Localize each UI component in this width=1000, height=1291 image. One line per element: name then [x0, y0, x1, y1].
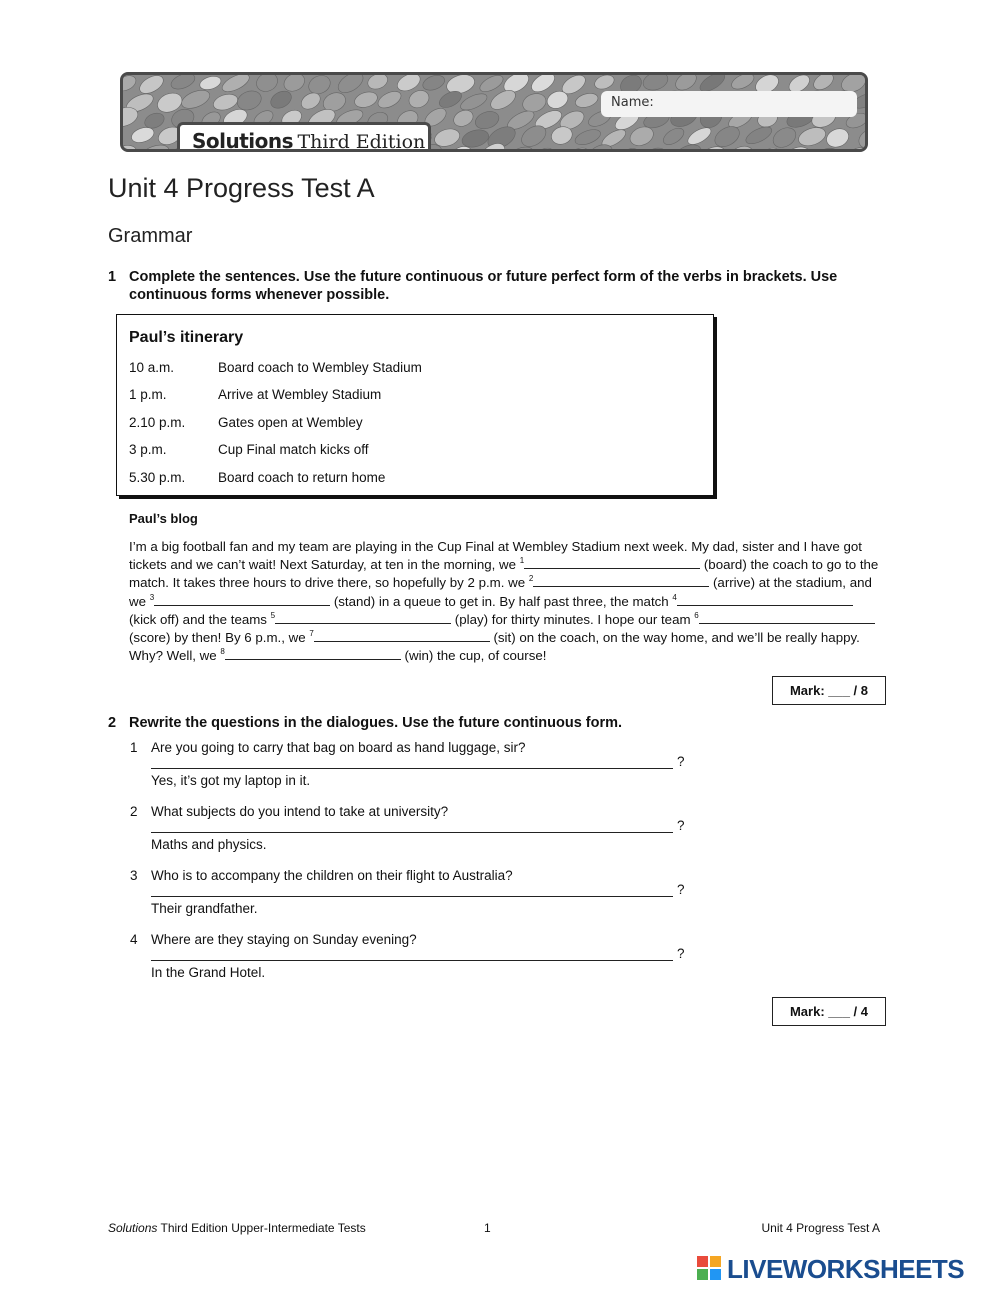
answer-line[interactable]: [151, 960, 673, 961]
item-question: Who is to accompany the children on their flight to Australia?: [151, 868, 513, 883]
itinerary-time: 1 p.m.: [129, 387, 167, 402]
brand-name: Solutions: [192, 129, 294, 152]
blog-text: [129, 538, 881, 665]
itinerary-box: [116, 314, 714, 496]
mark-box-q1: Mark: ___ / 8: [772, 676, 886, 705]
page-title: Unit 4 Progress Test A: [108, 173, 375, 203]
gap-number: 5: [270, 610, 276, 620]
name-label: Name:: [611, 95, 654, 110]
blog-text-segment: (score) by then! By 6 p.m., we: [129, 630, 310, 646]
question-1-heading: [108, 268, 888, 308]
gap-input-5[interactable]: [275, 611, 451, 624]
footer-book-title: [108, 1221, 366, 1235]
footer-series-name: Solutions: [108, 1221, 158, 1235]
item-answer: Maths and physics.: [151, 837, 267, 852]
blog-text-segment: (play) for thirty minutes. I hope our team: [451, 611, 695, 627]
item-answer: In the Grand Hotel.: [151, 965, 266, 980]
gap-input-8[interactable]: [225, 647, 401, 660]
question-instruction: Rewrite the questions in the dialogues. Use the future continuous form.: [129, 715, 623, 731]
liveworksheets-wordmark: LIVEWORKSHEETS: [727, 1254, 965, 1284]
itinerary-time: 3 p.m.: [129, 442, 167, 457]
blog-text-segment: (sit) on the coach, on the way home, and we’ll be really happy. Why? Well, we: [129, 630, 860, 664]
blog-text-segment: (win) the cup, of course!: [400, 648, 547, 664]
question-mark: ?: [677, 882, 685, 897]
itinerary-event: Board coach to return home: [218, 470, 386, 485]
gap-input-1[interactable]: [524, 556, 700, 569]
item-number: 3: [130, 868, 138, 883]
answer-line[interactable]: [151, 832, 673, 833]
item-number: 1: [130, 740, 138, 755]
itinerary-time: 10 a.m.: [129, 360, 175, 375]
gap-number: 7: [309, 629, 314, 639]
gap-input-3[interactable]: [154, 593, 330, 606]
blog-text-segment: (stand) in a queue to get in. By half past three, the match: [330, 593, 673, 609]
name-field[interactable]: [601, 91, 857, 117]
mark-box-q2: Mark: ___ / 4: [772, 997, 886, 1026]
blog-text-segment: I’m a big football fan and my team are playing in the Cup Final at Wembley Stadium next week. My dad, sister and I have got tickets and we can’t wait! Next Saturday, at ten in the morning, we: [129, 539, 862, 573]
gap-number: 4: [672, 592, 677, 602]
item-question: Where are they staying on Sunday evening?: [151, 932, 417, 947]
footer-book-rest: Third Edition Upper-Intermediate Tests: [157, 1221, 366, 1235]
question-mark: ?: [677, 946, 685, 961]
item-answer: Yes, it’s got my laptop in it.: [151, 773, 311, 788]
liveworksheets-icon: [697, 1256, 723, 1284]
blog-text-segment: (board) the coach to go to the match. It takes three hours to drive there, so hopefully by 2 p.m. we: [129, 557, 879, 591]
question-instruction: Complete the sentences. Use the future continuous or future perfect form of the verbs in brackets. Use continuous forms whenever possible.: [129, 269, 838, 303]
gap-number: 2: [528, 574, 534, 584]
gap-input-7[interactable]: [314, 629, 490, 642]
page-number: 1: [484, 1221, 491, 1235]
itinerary-time: 5.30 p.m.: [129, 470, 186, 485]
item-number: 4: [130, 932, 138, 947]
gap-number: 1: [519, 556, 525, 566]
answer-line[interactable]: [151, 768, 673, 769]
item-question: Are you going to carry that bag on board as hand luggage, sir?: [151, 740, 526, 755]
itinerary-event: Cup Final match kicks off: [218, 442, 369, 457]
gap-number: 3: [149, 592, 155, 602]
itinerary-title: Paul’s itinerary: [129, 329, 244, 346]
brand-logo: [177, 122, 431, 152]
blog-title: Paul’s blog: [129, 511, 198, 526]
gap-input-6[interactable]: [699, 611, 875, 624]
question-number: 1: [108, 269, 117, 285]
question-mark: ?: [677, 818, 685, 833]
question-mark: ?: [677, 754, 685, 769]
itinerary-event: Arrive at Wembley Stadium: [218, 387, 382, 402]
gap-number: 6: [694, 610, 699, 620]
header-banner: [120, 72, 868, 152]
question-2-heading: [108, 714, 888, 734]
item-number: 2: [130, 804, 138, 819]
answer-line[interactable]: [151, 896, 673, 897]
gap-input-2[interactable]: [533, 574, 709, 587]
blog-text-segment: (arrive) at the stadium, and we: [129, 575, 872, 609]
item-question: What subjects do you intend to take at university?: [151, 804, 449, 819]
item-answer: Their grandfather.: [151, 901, 258, 916]
footer-test-name: Unit 4 Progress Test A: [761, 1221, 880, 1235]
itinerary-event: Board coach to Wembley Stadium: [218, 360, 422, 375]
itinerary-event: Gates open at Wembley: [218, 415, 363, 430]
gap-number: 8: [220, 647, 225, 657]
blog-text-segment: (kick off) and the teams: [129, 611, 271, 627]
itinerary-time: 2.10 p.m.: [129, 415, 186, 430]
section-title: Grammar: [108, 225, 193, 247]
question-number: 2: [108, 715, 117, 731]
brand-edition: Third Edition: [297, 131, 426, 152]
gap-input-4[interactable]: [677, 593, 853, 606]
